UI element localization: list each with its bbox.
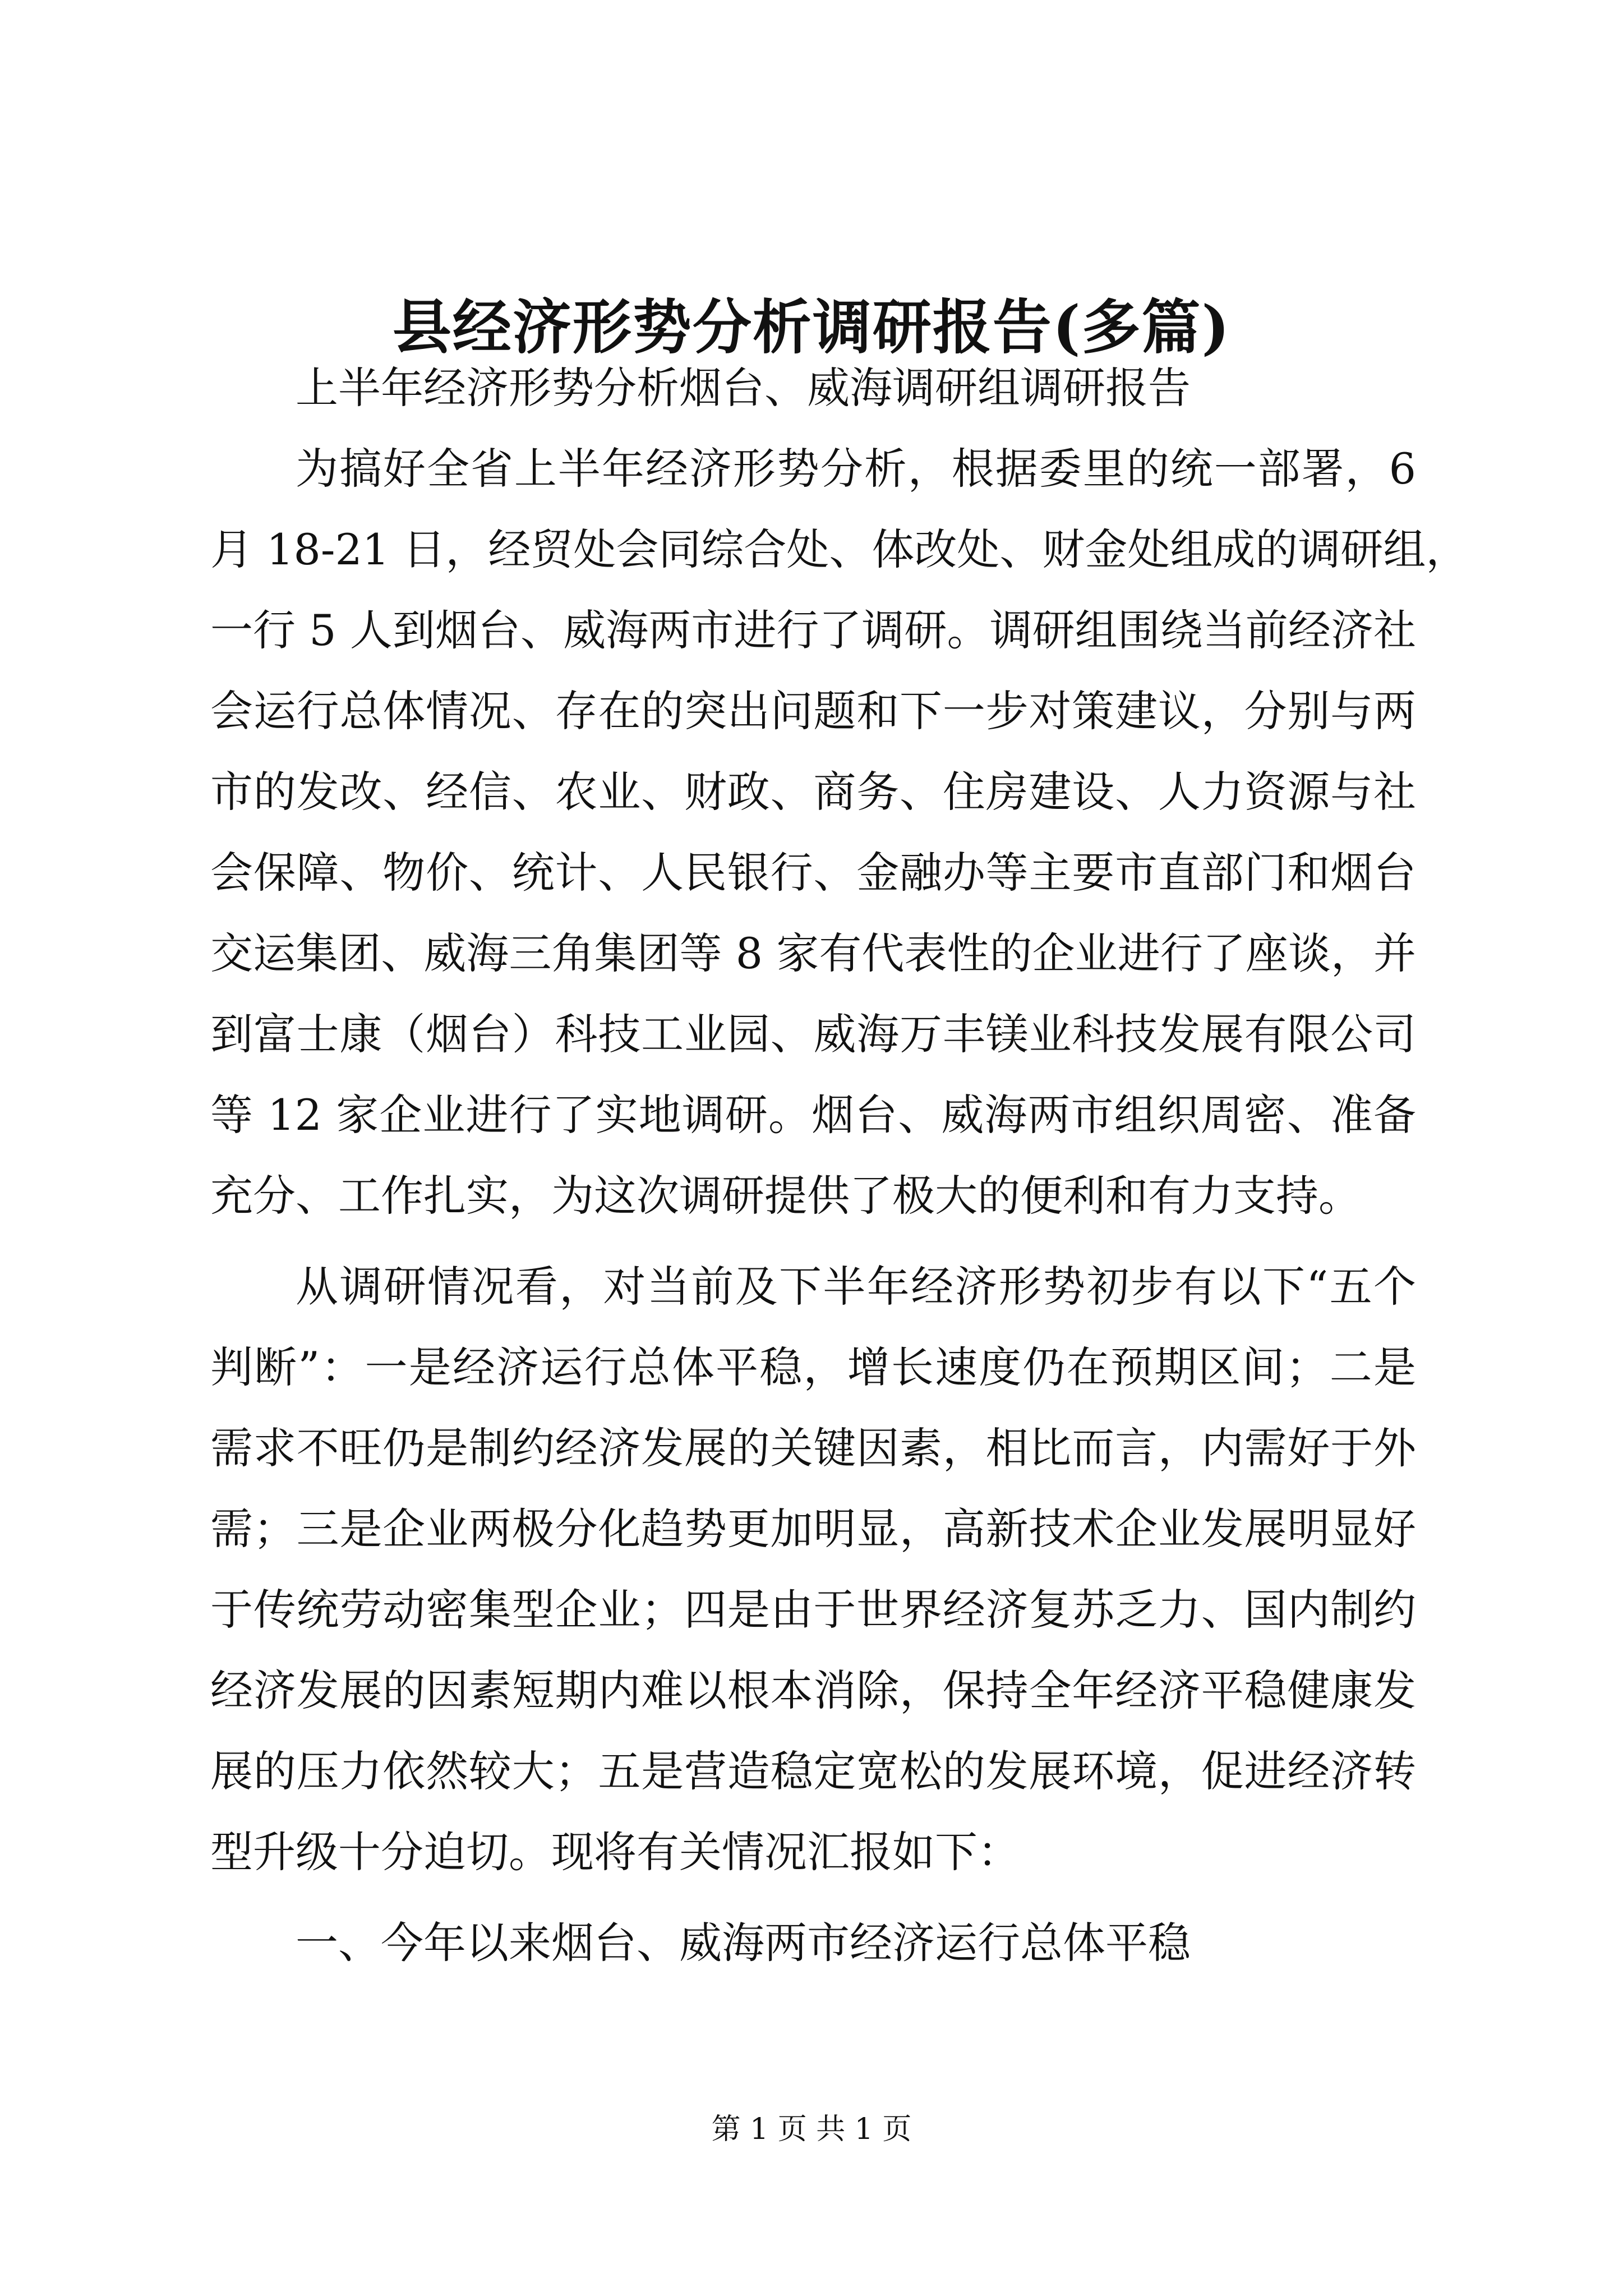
paragraph-line: 充分、工作扎实，为这次调研提供了极大的便利和有力支持。 <box>210 1171 1361 1221</box>
paragraph-line: 判断”：一是经济运行总体平稳，增长速度仍在预期区间；二是 <box>210 1342 1416 1392</box>
paragraph-line: 到富士康（烟台）科技工业园、威海万丰镁业科技发展有限公司 <box>210 1009 1416 1059</box>
section-heading: 一、今年以来烟台、威海两市经济运行总体平稳 <box>296 1918 1191 1968</box>
document-body <box>210 348 1469 1984</box>
paragraph-line: 会运行总体情况、存在的突出问题和下一步对策建议，分别与两 <box>210 686 1416 736</box>
paragraph-1 <box>210 429 1469 1236</box>
paragraph-spacer <box>210 1236 1416 1246</box>
paragraph-spacer <box>210 1893 1416 1903</box>
paragraph-line: 为搞好全省上半年经济形势分析，根据委里的统一部署，6 <box>296 444 1416 494</box>
paragraph-line: 交运集团、威海三角集团等 8 家有代表性的企业进行了座谈，并 <box>210 928 1416 978</box>
paragraph-line: 于传统劳动密集型企业；四是由于世界经济复苏乏力、国内制约 <box>210 1585 1416 1635</box>
subtitle: 上半年经济形势分析烟台、威海调研组调研报告 <box>296 363 1191 413</box>
document-title: 县经济形势分析调研报告(多篇) <box>392 292 1231 362</box>
page-footer: 第 1 页 共 1 页 <box>711 2113 912 2146</box>
paragraph-2 <box>210 1246 1416 1893</box>
paragraph-line: 需求不旺仍是制约经济发展的关键因素，相比而言，内需好于外 <box>210 1423 1416 1473</box>
paragraph-line: 市的发改、经信、农业、财政、商务、住房建设、人力资源与社 <box>210 767 1416 817</box>
paragraph-line: 会保障、物价、统计、人民银行、金融办等主要市直部门和烟台 <box>210 848 1416 898</box>
paragraph-line: 需；三是企业两极分化趋势更加明显，高新技术企业发展明显好 <box>210 1504 1416 1554</box>
paragraph-line: 经济发展的因素短期内难以根本消除，保持全年经济平稳健康发 <box>210 1665 1416 1715</box>
paragraph-line: 从调研情况看，对当前及下半年经济形势初步有以下“五个 <box>296 1262 1416 1312</box>
paragraph-line: 等 12 家企业进行了实地调研。烟台、威海两市组织周密、准备 <box>210 1090 1416 1140</box>
paragraph-line: 月 18-21 日，经贸处会同综合处、体改处、财金处组成的调研组， <box>210 524 1469 574</box>
paragraph-line: 型升级十分迫切。现将有关情况汇报如下： <box>210 1827 1020 1877</box>
paragraph-line: 展的压力依然较大；五是营造稳定宽松的发展环境，促进经济转 <box>210 1746 1416 1796</box>
paragraph-line: 一行 5 人到烟台、威海两市进行了调研。调研组围绕当前经济社 <box>210 605 1416 655</box>
